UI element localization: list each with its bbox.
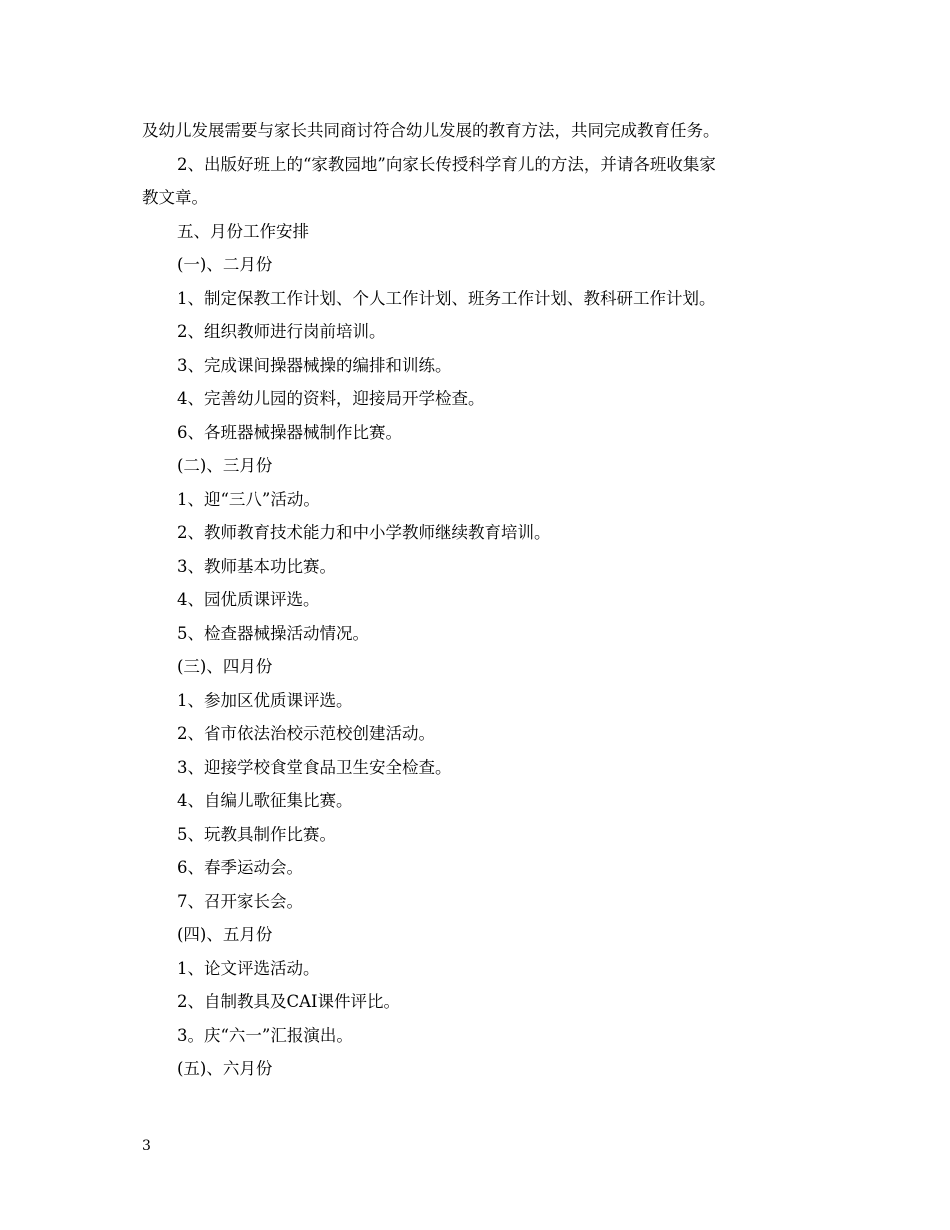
paragraph-line: (五)、六月份 <box>177 1059 273 1078</box>
paragraph-line: 3、完成课间操器械操的编排和训练。 <box>177 355 452 375</box>
paragraph-line: (二)、三月份 <box>177 456 273 475</box>
paragraph-line: (四)、五月份 <box>177 925 273 944</box>
paragraph-line: (一)、二月份 <box>177 255 273 274</box>
paragraph-line: 3。庆“六一”汇报演出。 <box>177 1025 353 1045</box>
paragraph-line: (三)、四月份 <box>177 657 273 676</box>
paragraph-line: 7、召开家长会。 <box>177 891 303 911</box>
paragraph-line: 1、论文评选活动。 <box>177 958 320 978</box>
page-number: 3 <box>142 1138 151 1154</box>
paragraph-line: 5、检查器械操活动情况。 <box>177 623 369 643</box>
paragraph-line: 5、玩教具制作比赛。 <box>177 824 336 844</box>
paragraph-line: 4、完善幼儿园的资料，迎接局开学检查。 <box>177 389 485 408</box>
paragraph-line: 2、自制教具及CAI课件评比。 <box>177 992 401 1011</box>
paragraph-line: 2、出版好班上的“家教园地”向家长传授科学育儿的方法，并请各班收集家 <box>177 154 716 174</box>
paragraph-line: 及幼儿发展需要与家长共同商讨符合幼儿发展的教育方法，共同完成教育任务。 <box>142 121 720 140</box>
paragraph-line: 2、组织教师进行岗前培训。 <box>177 322 386 341</box>
paragraph-line: 4、园优质课评选。 <box>177 590 320 609</box>
paragraph-line: 1、迎“三八”活动。 <box>177 489 320 509</box>
paragraph-line: 1、参加区优质课评选。 <box>177 690 353 710</box>
paragraph-line: 3、教师基本功比赛。 <box>177 556 336 576</box>
paragraph-line: 1、制定保教工作计划、个人工作计划、班务工作计划、教科研工作计划。 <box>177 288 716 308</box>
paragraph-line: 2、省市依法治校示范校创建活动。 <box>177 724 435 743</box>
paragraph-line: 4、自编儿歌征集比赛。 <box>177 791 353 810</box>
document-body <box>142 114 822 1086</box>
paragraph-line: 教文章。 <box>142 188 208 207</box>
paragraph-line: 6、春季运动会。 <box>177 858 303 877</box>
paragraph-line: 2、教师教育技术能力和中小学教师继续教育培训。 <box>177 523 551 542</box>
paragraph-line: 3、迎接学校食堂食品卫生安全检查。 <box>177 757 452 777</box>
paragraph-line: 6、各班器械操器械制作比赛。 <box>177 422 402 442</box>
paragraph-line: 五、月份工作安排 <box>177 221 309 241</box>
